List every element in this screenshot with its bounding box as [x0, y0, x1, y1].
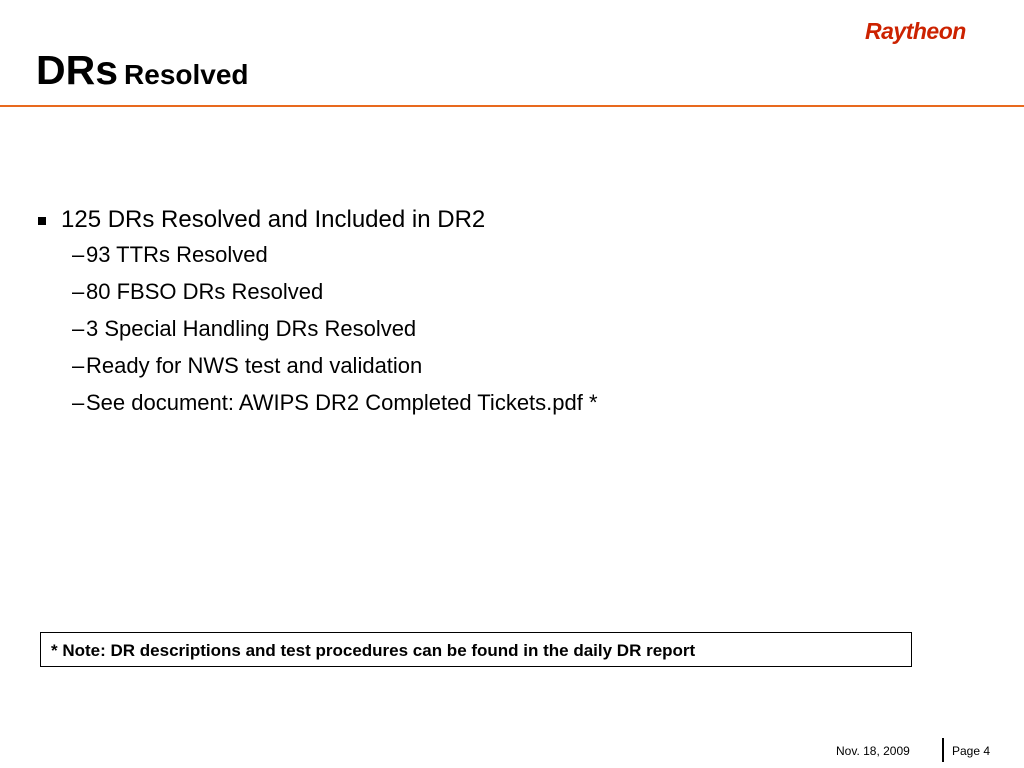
sub-bullet-item [36, 314, 936, 351]
sub-bullet-item [36, 240, 936, 277]
dash-bullet-icon: – [72, 242, 85, 267]
title-main: DRs [36, 47, 119, 93]
sub-bullet-text: 3 Special Handling DRs Resolved [86, 316, 417, 341]
title-divider [0, 105, 1024, 107]
page-title [36, 47, 249, 93]
footer-separator [942, 738, 944, 762]
sub-bullet-text: 93 TTRs Resolved [86, 242, 268, 267]
sub-bullet-item [36, 277, 936, 314]
title-sub: Resolved [124, 59, 249, 90]
bullet-list [36, 204, 936, 425]
sub-bullet-item [36, 351, 936, 388]
dash-bullet-icon: – [72, 390, 85, 415]
footer-date: Nov. 18, 2009 [836, 744, 910, 758]
sub-bullet-text: Ready for NWS test and validation [86, 353, 423, 378]
sub-bullet-list [36, 240, 936, 425]
dash-bullet-icon: – [72, 353, 85, 378]
bullet-item [36, 204, 936, 236]
raytheon-logo: Raytheon [865, 18, 966, 44]
footer-page-number: Page 4 [952, 744, 991, 758]
sub-bullet-item [36, 388, 936, 425]
sub-bullet-text: 80 FBSO DRs Resolved [86, 279, 324, 304]
bullet-text: 125 DRs Resolved and Included in DR2 [61, 206, 486, 233]
dash-bullet-icon: – [72, 279, 85, 304]
sub-bullet-text: See document: AWIPS DR2 Completed Tickets.pdf * [86, 390, 598, 415]
note-box: * Note: DR descriptions and test procedures can be found in the daily DR report [40, 632, 912, 667]
square-bullet-icon [38, 217, 46, 225]
dash-bullet-icon: – [72, 316, 85, 341]
